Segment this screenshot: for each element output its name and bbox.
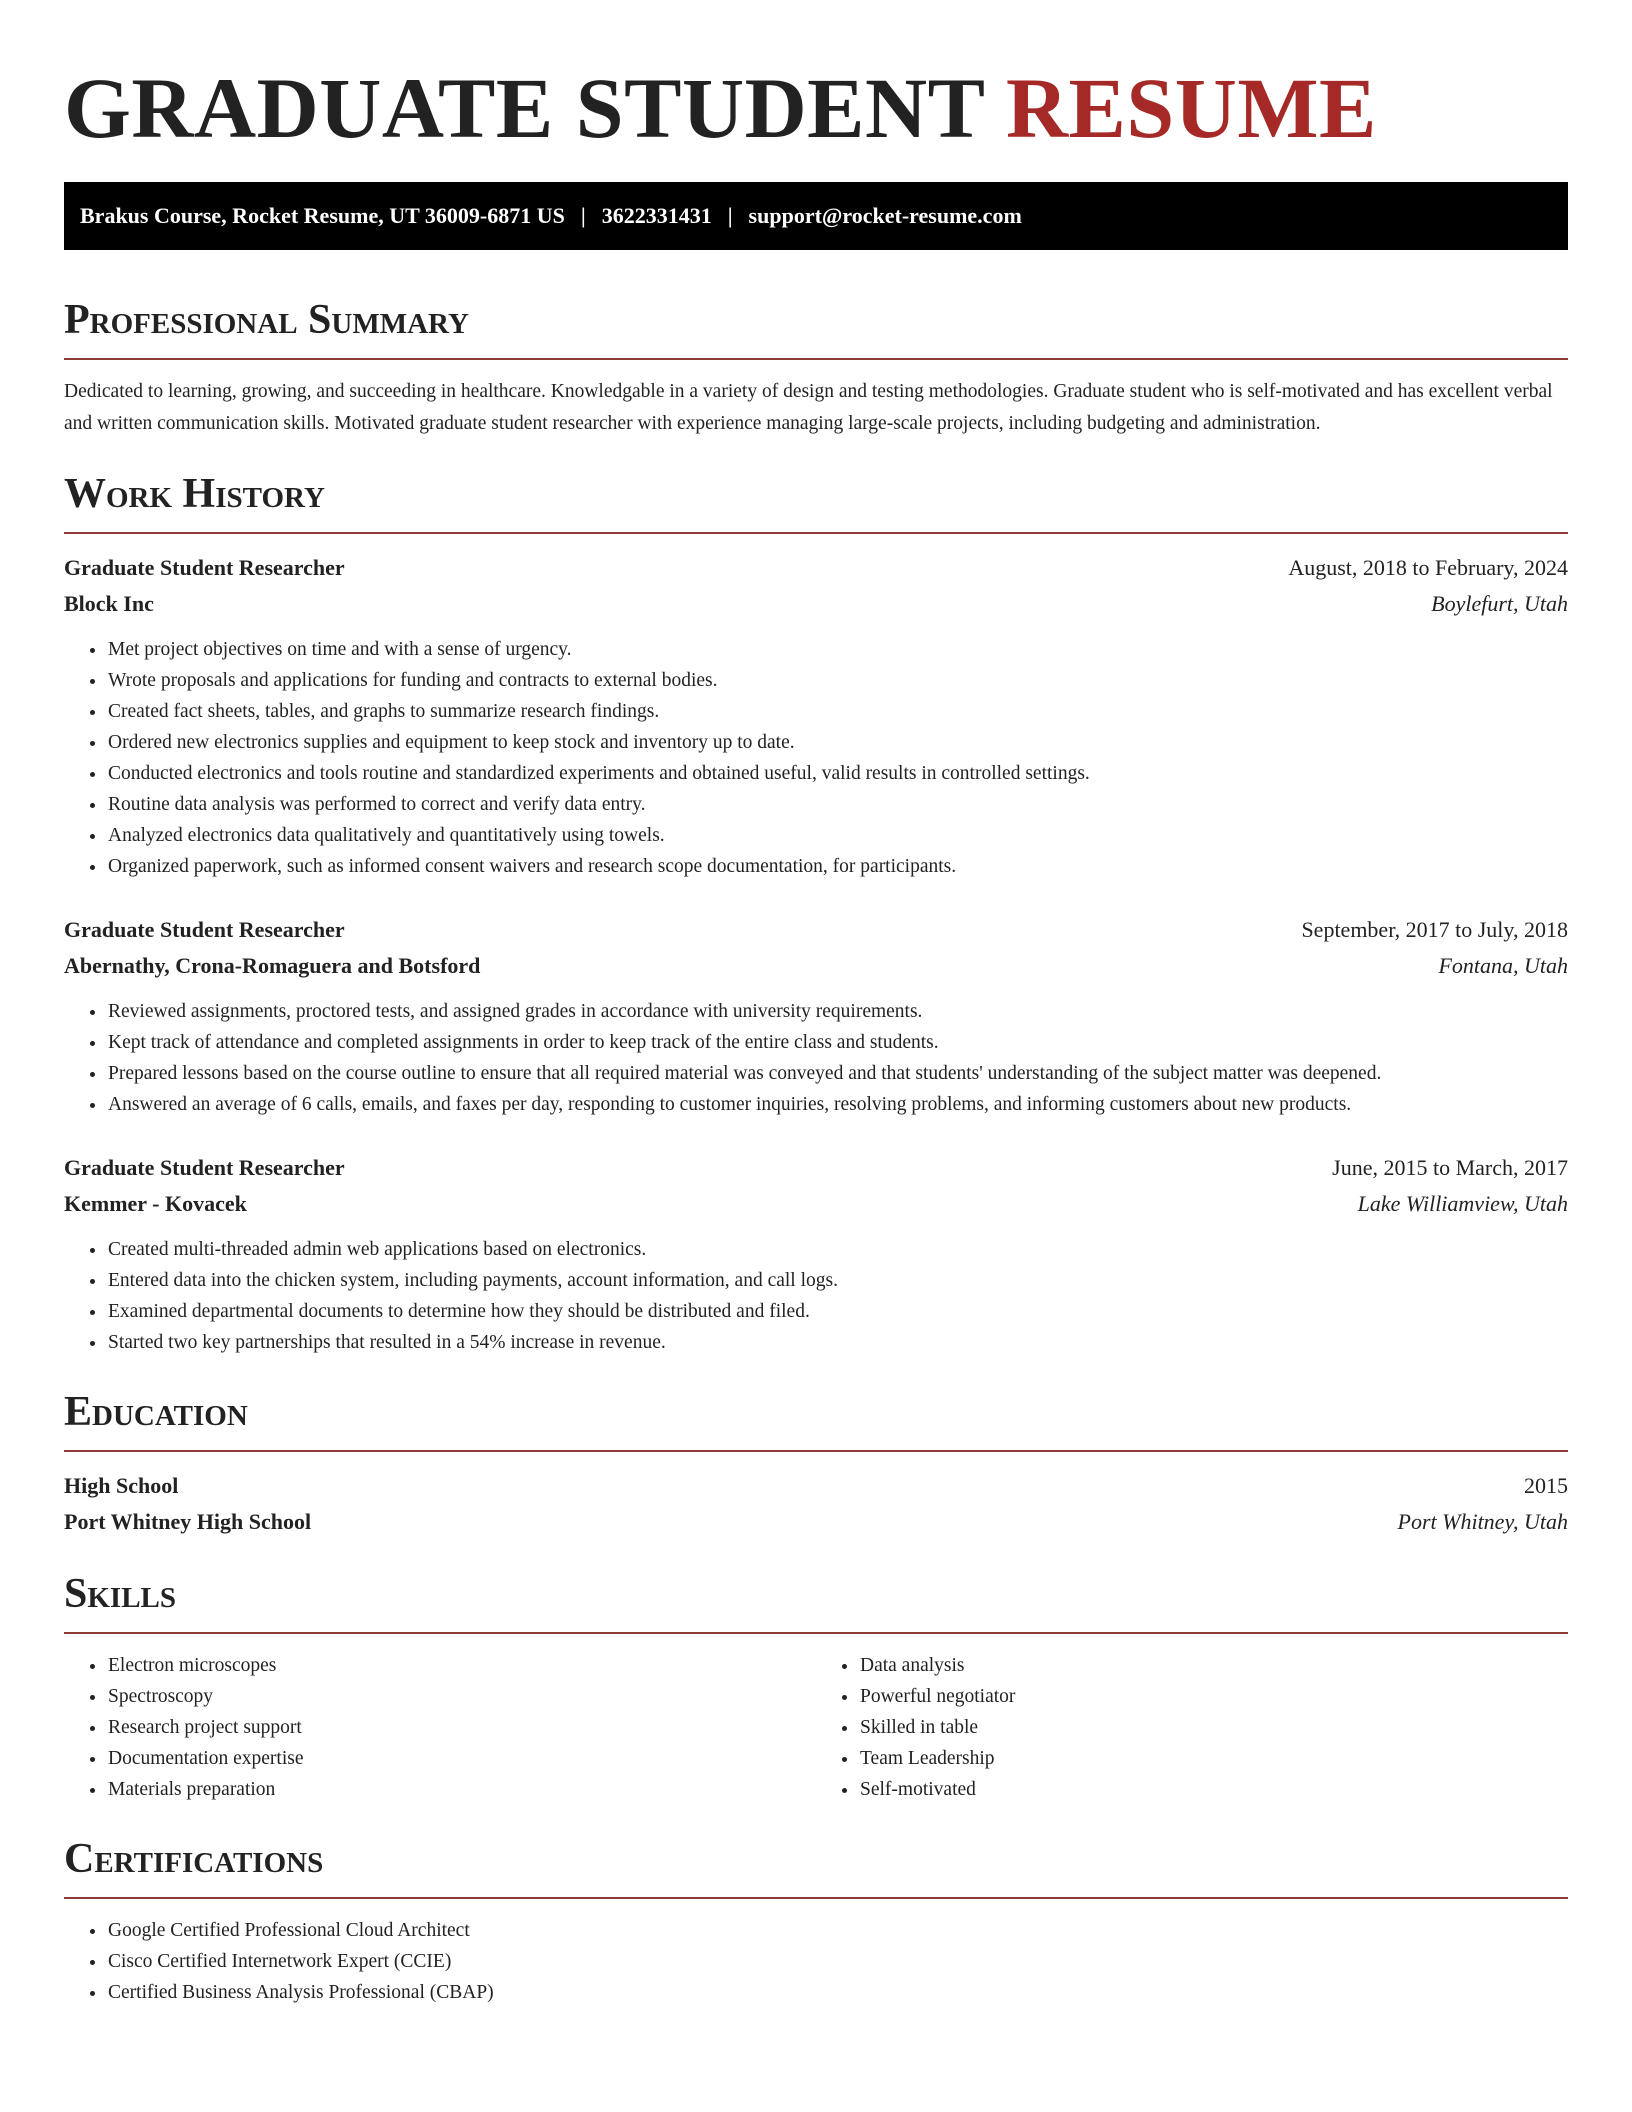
contact-separator: | (580, 203, 586, 228)
contact-address: Brakus Course, Rocket Resume, UT 36009-6871 US (80, 203, 565, 228)
job-company: Block Inc (64, 591, 154, 616)
certifications-heading: Certifications (64, 1836, 324, 1882)
list-item: • Electron microscopes (107, 1650, 816, 1681)
skills-list-right (816, 1650, 1568, 1805)
section-divider (64, 1450, 1568, 1452)
job-bullets (64, 1234, 1568, 1358)
contact-bar (64, 182, 1568, 250)
summary-text: Dedicated to learning, growing, and succeeding in healthcare. Knowledgable in a variety of design and testing methodologies. Graduate student who is self-motivated and has excellent verbal and written communication skills. Motivated graduate student researcher with experience managing large-scale projects, including budgeting and administration. (64, 381, 1553, 434)
education-degree-row (64, 1468, 1568, 1504)
list-item: • Started two key partnerships that resulted in a 54% increase in revenue. (107, 1327, 1568, 1358)
list-item: • Google Certified Professional Cloud Architect (107, 1915, 1568, 1946)
education-year: 2015 (1524, 1473, 1568, 1498)
skills-columns (64, 1650, 1568, 1805)
job-title: Graduate Student Researcher (64, 917, 345, 942)
list-item: • Prepared lessons based on the course outline to ensure that all required material was conveyed and that students' understanding of the subject matter was deepened. (107, 1058, 1568, 1089)
list-item: • Ordered new electronics supplies and equipment to keep stock and inventory up to date. (107, 727, 1568, 758)
job-dates: August, 2018 to February, 2024 (1288, 555, 1568, 580)
list-item: • Organized paperwork, such as informed consent waivers and research scope documentation, for participants. (107, 851, 1568, 882)
list-item: • Materials preparation (107, 1774, 816, 1805)
list-item: • Conducted electronics and tools routine and standardized experiments and obtained useful, valid results in controlled settings. (107, 758, 1568, 789)
section-divider (64, 532, 1568, 534)
skills-list-left (64, 1650, 816, 1805)
resume-title (64, 56, 1568, 154)
list-item: • Entered data into the chicken system, including payments, account information, and call logs. (107, 1265, 1568, 1296)
list-item: • Documentation expertise (107, 1743, 816, 1774)
job-company: Abernathy, Crona-Romaguera and Botsford (64, 953, 481, 978)
certifications-list (64, 1915, 1568, 2008)
list-item: • Powerful negotiator (859, 1681, 1568, 1712)
education-school: Port Whitney High School (64, 1509, 312, 1534)
work-history-section (64, 468, 1568, 1358)
education-section (64, 1386, 1568, 1540)
job-dates: September, 2017 to July, 2018 (1301, 917, 1568, 942)
job-title-row (64, 1150, 1568, 1186)
section-divider (64, 1632, 1568, 1634)
job-location: Boylefurt, Utah (1431, 591, 1568, 616)
job-bullets (64, 634, 1568, 882)
list-item: • Spectroscopy (107, 1681, 816, 1712)
list-item: • Created fact sheets, tables, and graphs to summarize research findings. (107, 696, 1568, 727)
list-item: • Data analysis (859, 1650, 1568, 1681)
education-heading: Education (64, 1389, 248, 1435)
summary-heading: Professional Summary (64, 297, 469, 343)
work-history-heading: Work History (64, 471, 325, 517)
job-bullets (64, 996, 1568, 1120)
skills-section (64, 1568, 1568, 1805)
education-degree: High School (64, 1473, 179, 1498)
skills-heading: Skills (64, 1571, 177, 1617)
list-item: • Cisco Certified Internetwork Expert (CCIE) (107, 1946, 1568, 1977)
list-item: • Wrote proposals and applications for funding and contracts to external bodies. (107, 665, 1568, 696)
list-item: • Reviewed assignments, proctored tests, and assigned grades in accordance with university requirements. (107, 996, 1568, 1027)
job-company-row (64, 586, 1568, 622)
job-entry (64, 550, 1568, 882)
list-item: • Skilled in table (859, 1712, 1568, 1743)
job-entry (64, 1150, 1568, 1358)
contact-separator: | (727, 203, 733, 228)
list-item: • Kept track of attendance and completed assignments in order to keep track of the entire class and students. (107, 1027, 1568, 1058)
list-item: • Certified Business Analysis Professional (CBAP) (107, 1977, 1568, 2008)
job-entry (64, 912, 1568, 1120)
list-item: • Team Leadership (859, 1743, 1568, 1774)
contact-phone: 3622331431 (601, 203, 712, 228)
summary-section (64, 294, 1568, 440)
contact-email: support@rocket-resume.com (748, 203, 1022, 228)
list-item: • Analyzed electronics data qualitatively and quantitatively using towels. (107, 820, 1568, 851)
job-title-row (64, 550, 1568, 586)
list-item: • Examined departmental documents to determine how they should be distributed and filed. (107, 1296, 1568, 1327)
job-location: Fontana, Utah (1438, 953, 1568, 978)
certifications-section (64, 1833, 1568, 2008)
job-title-row (64, 912, 1568, 948)
list-item: • Met project objectives on time and with a sense of urgency. (107, 634, 1568, 665)
section-divider (64, 358, 1568, 360)
job-company-row (64, 948, 1568, 984)
list-item: • Created multi-threaded admin web applications based on electronics. (107, 1234, 1568, 1265)
list-item: • Research project support (107, 1712, 816, 1743)
title-accent: RESUME (1005, 60, 1377, 156)
section-divider (64, 1897, 1568, 1899)
list-item: • Self-motivated (859, 1774, 1568, 1805)
education-location: Port Whitney, Utah (1397, 1509, 1568, 1534)
job-location: Lake Williamview, Utah (1357, 1191, 1568, 1216)
list-item: • Routine data analysis was performed to correct and verify data entry. (107, 789, 1568, 820)
job-title: Graduate Student Researcher (64, 1155, 345, 1180)
job-company-row (64, 1186, 1568, 1222)
education-entry (64, 1468, 1568, 1540)
education-school-row (64, 1504, 1568, 1540)
title-main: GRADUATE STUDENT (64, 60, 984, 156)
job-company: Kemmer - Kovacek (64, 1191, 247, 1216)
job-title: Graduate Student Researcher (64, 555, 345, 580)
list-item: • Answered an average of 6 calls, emails, and faxes per day, responding to customer inquiries, resolving problems, and informing customers about new products. (107, 1089, 1568, 1120)
job-dates: June, 2015 to March, 2017 (1332, 1155, 1568, 1180)
